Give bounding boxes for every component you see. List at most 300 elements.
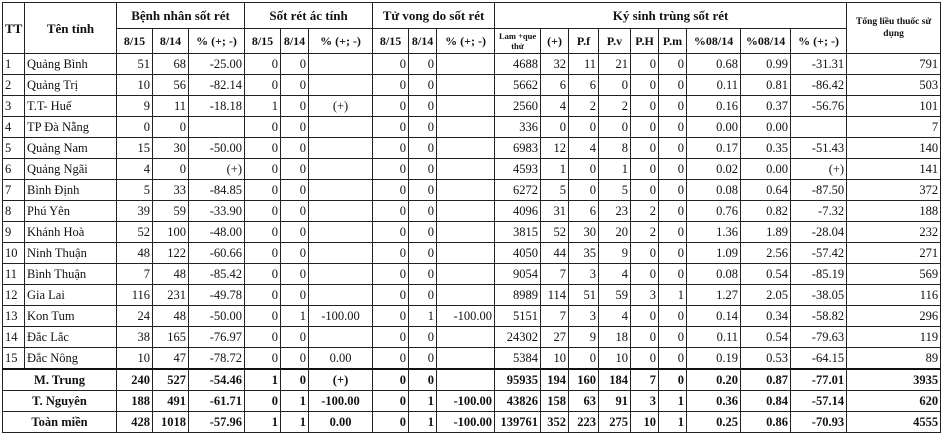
table-cell [437, 75, 495, 96]
summary-cell: 1 [245, 412, 281, 433]
table-cell: 56 [153, 75, 189, 96]
table-cell: 0 [281, 54, 309, 75]
table-cell: 48 [153, 264, 189, 285]
table-cell [189, 117, 245, 138]
table-cell: 27 [541, 327, 569, 348]
summary-cell: -77.01 [791, 369, 847, 391]
table-cell: 2560 [495, 96, 541, 117]
table-cell: 0 [245, 348, 281, 370]
table-row [3, 159, 941, 180]
summary-cell: 0 [373, 391, 409, 412]
table-cell: 0 [281, 243, 309, 264]
table-cell: 0 [373, 180, 409, 201]
summary-cell: 43826 [495, 391, 541, 412]
table-cell: 0 [631, 96, 659, 117]
table-cell: 0 [373, 201, 409, 222]
table-cell: 0 [281, 75, 309, 96]
table-cell: 8 [599, 138, 631, 159]
table-cell: 0 [409, 201, 437, 222]
table-cell: 0 [281, 285, 309, 306]
table-cell: 1 [281, 306, 309, 327]
table-cell: 0 [659, 222, 687, 243]
table-cell: 5 [3, 138, 25, 159]
table-cell [309, 285, 373, 306]
province-name-cell: T.T- Huế [25, 96, 117, 117]
summary-cell: 0 [245, 391, 281, 412]
table-cell: 188 [847, 201, 941, 222]
table-cell: -84.85 [189, 180, 245, 201]
table-cell: 0 [409, 54, 437, 75]
table-cell: 165 [153, 327, 189, 348]
table-cell: 0 [409, 138, 437, 159]
table-cell: 0 [409, 264, 437, 285]
table-cell: 3 [569, 306, 599, 327]
table-cell: 0 [245, 180, 281, 201]
table-cell [309, 243, 373, 264]
table-cell: 0 [409, 180, 437, 201]
summary-label-cell: Toàn miền [3, 412, 117, 433]
summary-cell: 3935 [847, 369, 941, 391]
table-cell [437, 264, 495, 285]
table-cell: 100 [153, 222, 189, 243]
table-cell: 31 [541, 201, 569, 222]
table-cell: 0 [245, 243, 281, 264]
table-cell: 0.34 [741, 306, 791, 327]
deaths-header: Tử vong do sốt rét [373, 3, 495, 29]
table-cell: 2 [569, 96, 599, 117]
table-cell: 0 [659, 159, 687, 180]
table-cell: 5 [599, 180, 631, 201]
summary-cell: 275 [599, 412, 631, 433]
table-cell: 271 [847, 243, 941, 264]
summary-cell: 0.25 [687, 412, 741, 433]
table-cell [437, 243, 495, 264]
summary-row [3, 369, 941, 391]
table-cell: 4 [541, 96, 569, 117]
table-cell: 5 [117, 180, 153, 201]
table-cell: 0 [281, 138, 309, 159]
pv-header: P.v [599, 29, 631, 54]
table-cell: 7 [3, 180, 25, 201]
table-cell: -85.42 [189, 264, 245, 285]
summary-cell: 188 [117, 391, 153, 412]
summary-label-cell: T. Nguyên [3, 391, 117, 412]
table-cell: 0 [281, 264, 309, 285]
table-cell: -50.00 [189, 306, 245, 327]
table-cell: 35 [569, 243, 599, 264]
table-cell: 0 [245, 75, 281, 96]
malaria-report-table-container [2, 2, 940, 440]
table-cell: 0 [631, 348, 659, 370]
table-cell: 2 [3, 75, 25, 96]
summary-cell: 91 [599, 391, 631, 412]
table-cell: 24 [117, 306, 153, 327]
patients-814-header: 8/14 [153, 29, 189, 54]
province-rows [3, 54, 941, 433]
table-cell: 33 [153, 180, 189, 201]
summary-cell: -100.00 [309, 391, 373, 412]
province-name-cell: Quảng Trị [25, 75, 117, 96]
patients-header: Bệnh nhân sốt rét [117, 3, 245, 29]
summary-label-cell: M. Trung [3, 369, 117, 391]
table-cell: 0 [153, 159, 189, 180]
table-cell: -85.19 [791, 264, 847, 285]
ph-header: P.H [631, 29, 659, 54]
table-cell [437, 54, 495, 75]
table-cell: 59 [599, 285, 631, 306]
table-cell: 0 [599, 75, 631, 96]
summary-cell: 194 [541, 369, 569, 391]
table-cell [309, 327, 373, 348]
table-cell: 0.99 [741, 54, 791, 75]
table-cell: 89 [847, 348, 941, 370]
table-cell: 0.17 [687, 138, 741, 159]
table-cell: 48 [117, 243, 153, 264]
table-cell: -18.18 [189, 96, 245, 117]
table-cell: 6 [569, 201, 599, 222]
summary-cell: 63 [569, 391, 599, 412]
table-cell [437, 138, 495, 159]
table-cell: 2 [599, 96, 631, 117]
drugs-header: Tổng liều thuốc sử dụng [847, 3, 941, 54]
summary-cell: -70.93 [791, 412, 847, 433]
table-cell: 0.53 [741, 348, 791, 370]
table-cell: 0.11 [687, 327, 741, 348]
severe-pct-header: % (+; -) [309, 29, 373, 54]
summary-cell: -100.00 [437, 391, 495, 412]
table-cell: 0.76 [687, 201, 741, 222]
summary-cell: 3 [631, 391, 659, 412]
table-cell: 1.27 [687, 285, 741, 306]
table-cell: -38.05 [791, 285, 847, 306]
table-cell: 372 [847, 180, 941, 201]
table-cell: 2 [631, 222, 659, 243]
table-cell: 0 [245, 159, 281, 180]
summary-cell: 240 [117, 369, 153, 391]
table-cell: 119 [847, 327, 941, 348]
table-cell: 9 [3, 222, 25, 243]
table-cell: 11 [153, 96, 189, 117]
province-name-cell: TP Đà Nẵng [25, 117, 117, 138]
summary-cell: 1018 [153, 412, 189, 433]
table-cell: 0.08 [687, 180, 741, 201]
table-cell: 140 [847, 138, 941, 159]
table-cell: 38 [117, 327, 153, 348]
severe-814-header: 8/14 [281, 29, 309, 54]
table-cell: 44 [541, 243, 569, 264]
table-cell: -31.31 [791, 54, 847, 75]
table-cell: 0 [281, 201, 309, 222]
table-cell: 51 [117, 54, 153, 75]
table-cell: 336 [495, 117, 541, 138]
table-cell: 0 [373, 54, 409, 75]
table-cell: 9 [117, 96, 153, 117]
summary-cell: 10 [631, 412, 659, 433]
table-cell: 9 [569, 327, 599, 348]
table-cell: -48.00 [189, 222, 245, 243]
table-cell [309, 222, 373, 243]
province-name-cell: Bình Thuận [25, 264, 117, 285]
table-cell: 0 [631, 138, 659, 159]
table-cell: 68 [153, 54, 189, 75]
summary-cell: 491 [153, 391, 189, 412]
table-cell: -33.90 [189, 201, 245, 222]
table-cell: 12 [3, 285, 25, 306]
table-cell: 0.64 [741, 180, 791, 201]
table-cell: 0 [373, 222, 409, 243]
table-cell: 0.82 [741, 201, 791, 222]
deaths-814-header: 8/14 [409, 29, 437, 54]
table-row [3, 243, 941, 264]
table-cell: 4 [117, 159, 153, 180]
table-cell: -28.04 [791, 222, 847, 243]
table-cell: -82.14 [189, 75, 245, 96]
table-cell: 0 [569, 159, 599, 180]
table-cell: 0 [631, 327, 659, 348]
summary-cell: 0 [373, 369, 409, 391]
summary-cell: 223 [569, 412, 599, 433]
table-cell: 0.35 [741, 138, 791, 159]
table-cell: -86.42 [791, 75, 847, 96]
province-name-cell: Ninh Thuận [25, 243, 117, 264]
table-cell: 0 [631, 54, 659, 75]
table-cell: 0.00 [741, 159, 791, 180]
summary-cell: 1 [659, 391, 687, 412]
table-row [3, 285, 941, 306]
summary-cell: 1 [409, 412, 437, 433]
table-cell: 13 [3, 306, 25, 327]
table-cell: 0 [245, 117, 281, 138]
table-row [3, 264, 941, 285]
table-row [3, 138, 941, 159]
summary-cell: 620 [847, 391, 941, 412]
table-cell: 0.37 [741, 96, 791, 117]
pf-header: P.f [569, 29, 599, 54]
table-cell: 116 [117, 285, 153, 306]
summary-cell: 0 [281, 369, 309, 391]
summary-cell: 7 [631, 369, 659, 391]
table-cell: 116 [847, 285, 941, 306]
table-cell: 0 [373, 306, 409, 327]
table-cell: 10 [117, 348, 153, 370]
table-cell: -56.76 [791, 96, 847, 117]
parasites-header: Ký sinh trùng sốt rét [495, 3, 847, 29]
table-cell: -7.32 [791, 201, 847, 222]
summary-cell: 139761 [495, 412, 541, 433]
table-cell: 12 [541, 138, 569, 159]
table-cell [437, 159, 495, 180]
table-cell: 51 [569, 285, 599, 306]
table-cell: 9 [599, 243, 631, 264]
table-cell: (+) [189, 159, 245, 180]
summary-row [3, 412, 941, 433]
table-cell: 4 [3, 117, 25, 138]
table-cell: 0 [659, 138, 687, 159]
table-cell: 0 [281, 180, 309, 201]
table-cell [437, 327, 495, 348]
table-cell: 0 [373, 243, 409, 264]
province-name-cell: Đắc Lắc [25, 327, 117, 348]
table-cell: 0 [245, 306, 281, 327]
table-cell: 21 [599, 54, 631, 75]
table-cell: 0 [631, 180, 659, 201]
table-cell: 2.05 [741, 285, 791, 306]
table-cell: 3 [631, 285, 659, 306]
table-cell: 1.36 [687, 222, 741, 243]
summary-row [3, 391, 941, 412]
table-cell [309, 138, 373, 159]
table-cell: 0 [659, 243, 687, 264]
table-cell: 6 [569, 75, 599, 96]
table-cell: 0 [569, 117, 599, 138]
table-cell: 7 [541, 264, 569, 285]
table-cell: 4096 [495, 201, 541, 222]
table-row [3, 180, 941, 201]
table-cell: 0 [659, 54, 687, 75]
table-cell: 8989 [495, 285, 541, 306]
table-cell: 0 [373, 264, 409, 285]
summary-cell: 1 [281, 412, 309, 433]
table-cell: -79.63 [791, 327, 847, 348]
deaths-815-header: 8/15 [373, 29, 409, 54]
table-cell: 0 [245, 327, 281, 348]
patients-pct-header: % (+; -) [189, 29, 245, 54]
table-cell: 2 [631, 201, 659, 222]
table-cell: 0.00 [687, 117, 741, 138]
table-cell: -64.15 [791, 348, 847, 370]
table-cell: 9054 [495, 264, 541, 285]
summary-cell: -57.96 [189, 412, 245, 433]
summary-cell: 428 [117, 412, 153, 433]
summary-cell: -57.14 [791, 391, 847, 412]
table-row [3, 201, 941, 222]
summary-cell: 1 [245, 369, 281, 391]
summary-cell: 95935 [495, 369, 541, 391]
table-cell: 11 [569, 54, 599, 75]
table-cell: 7 [541, 306, 569, 327]
table-cell: 0 [409, 222, 437, 243]
table-cell: -87.50 [791, 180, 847, 201]
table-cell: 114 [541, 285, 569, 306]
table-row [3, 54, 941, 75]
table-cell: 101 [847, 96, 941, 117]
table-cell: 0 [245, 201, 281, 222]
summary-cell: 527 [153, 369, 189, 391]
table-cell: 0 [659, 348, 687, 370]
summary-cell: 352 [541, 412, 569, 433]
table-cell: 0 [409, 348, 437, 370]
table-cell: 0 [409, 75, 437, 96]
table-cell: -57.42 [791, 243, 847, 264]
table-cell: 0 [373, 96, 409, 117]
table-cell: 59 [153, 201, 189, 222]
table-cell: 39 [117, 201, 153, 222]
table-cell: 0 [373, 348, 409, 370]
table-cell: 0 [281, 96, 309, 117]
table-cell: 0 [245, 285, 281, 306]
table-cell: 0 [409, 159, 437, 180]
summary-cell: 1 [409, 391, 437, 412]
table-cell [437, 222, 495, 243]
table-cell: 1 [245, 96, 281, 117]
table-cell: 122 [153, 243, 189, 264]
positive-header: (+) [541, 29, 569, 54]
table-cell: 3 [569, 264, 599, 285]
table-cell: 14 [3, 327, 25, 348]
table-cell: 0 [659, 117, 687, 138]
table-cell [437, 285, 495, 306]
summary-cell: 4555 [847, 412, 941, 433]
header-row-2 [3, 29, 941, 54]
table-cell: 1 [541, 159, 569, 180]
table-cell: 4 [599, 264, 631, 285]
summary-cell: -54.46 [189, 369, 245, 391]
table-cell: 4593 [495, 159, 541, 180]
table-cell: 1 [659, 285, 687, 306]
table-cell: 503 [847, 75, 941, 96]
table-cell: 0 [373, 285, 409, 306]
table-cell: 6 [3, 159, 25, 180]
province-name-cell: Bình Định [25, 180, 117, 201]
severe-815-header: 8/15 [245, 29, 281, 54]
table-cell [309, 75, 373, 96]
table-cell: -100.00 [309, 306, 373, 327]
table-cell: -60.66 [189, 243, 245, 264]
table-cell: -78.72 [189, 348, 245, 370]
table-cell: 10 [3, 243, 25, 264]
pct-0814-a-header: %08/14 [687, 29, 741, 54]
table-cell [309, 201, 373, 222]
table-cell: 32 [541, 54, 569, 75]
summary-cell: (+) [309, 369, 373, 391]
table-cell: 0.81 [741, 75, 791, 96]
pm-header: P.m [659, 29, 687, 54]
table-cell: 791 [847, 54, 941, 75]
table-cell: 8 [3, 201, 25, 222]
summary-cell: 0.00 [309, 412, 373, 433]
table-cell: 7 [117, 264, 153, 285]
summary-cell: -100.00 [437, 412, 495, 433]
table-cell: 20 [599, 222, 631, 243]
summary-cell: 0.84 [741, 391, 791, 412]
table-cell: 0 [373, 75, 409, 96]
table-cell: 0 [631, 243, 659, 264]
table-cell: 1.89 [741, 222, 791, 243]
summary-cell: 158 [541, 391, 569, 412]
table-cell: 0 [409, 243, 437, 264]
table-cell: 0.68 [687, 54, 741, 75]
summary-cell: 0 [373, 412, 409, 433]
table-cell: 1 [599, 159, 631, 180]
table-cell: 0.00 [741, 117, 791, 138]
summary-cell: 0 [659, 369, 687, 391]
table-cell: 1 [409, 306, 437, 327]
table-cell: 0 [281, 222, 309, 243]
table-cell [309, 54, 373, 75]
table-cell: -50.00 [189, 138, 245, 159]
table-cell: (+) [309, 96, 373, 117]
table-cell: 11 [3, 264, 25, 285]
table-cell: 30 [153, 138, 189, 159]
province-name-cell: Quảng Ngãi [25, 159, 117, 180]
table-cell: -100.00 [437, 306, 495, 327]
summary-cell: 160 [569, 369, 599, 391]
table-cell: 0 [659, 180, 687, 201]
table-cell: 141 [847, 159, 941, 180]
table-row [3, 222, 941, 243]
table-cell: 0.11 [687, 75, 741, 96]
table-cell: 232 [847, 222, 941, 243]
